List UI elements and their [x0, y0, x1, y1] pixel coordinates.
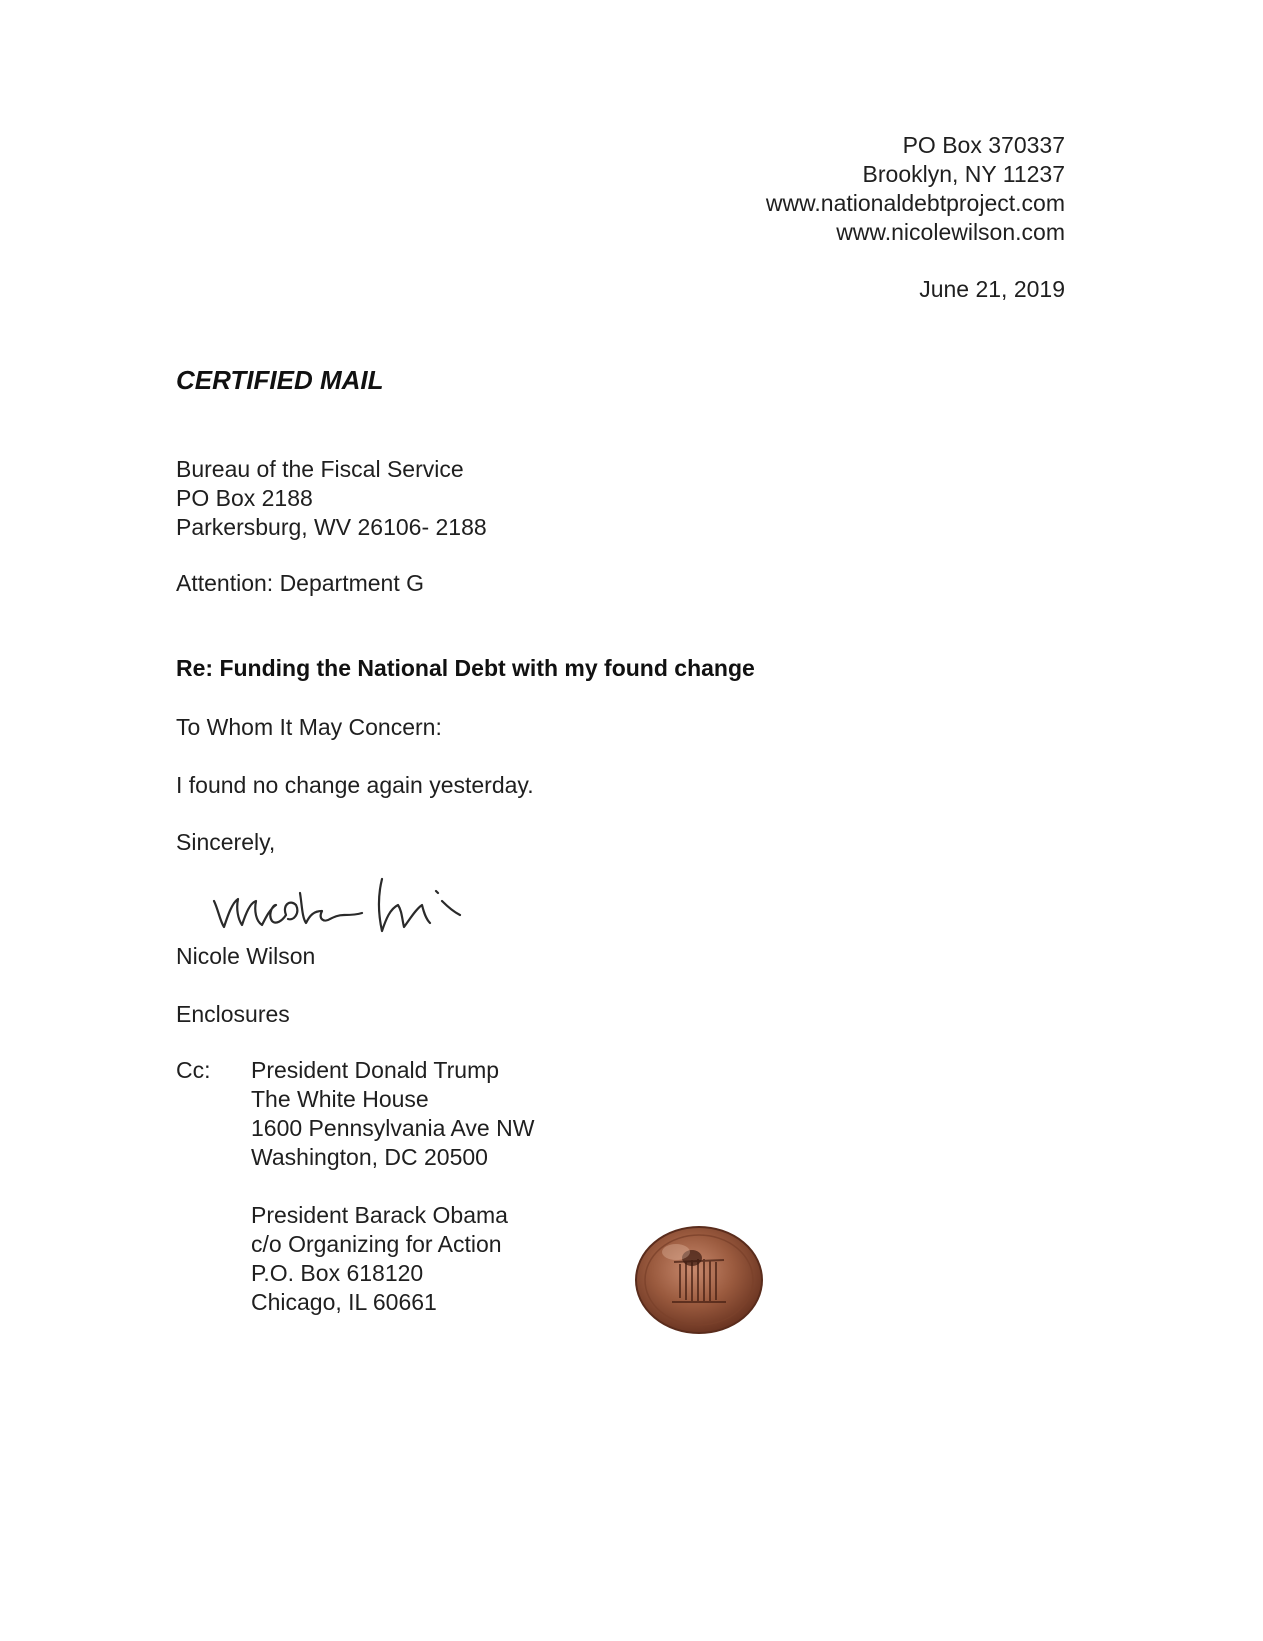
- cc-label: Cc:: [176, 1057, 211, 1083]
- cc-list: [251, 1056, 534, 1317]
- cc-address-line: President Donald Trump: [251, 1057, 500, 1083]
- cc-address-line: P.O. Box 618120: [251, 1260, 424, 1286]
- sender-address-line: Brooklyn, NY 11237: [862, 161, 1065, 187]
- salutation: To Whom It May Concern:: [176, 714, 442, 740]
- recipient-address-line: Parkersburg, WV 26106- 2188: [176, 514, 487, 540]
- signer-name: Nicole Wilson: [176, 943, 316, 969]
- sender-address-line: PO Box 370337: [902, 132, 1065, 158]
- cc-section: [176, 1056, 534, 1317]
- letter-body: I found no change again yesterday.: [176, 772, 534, 798]
- cc-address-line: Chicago, IL 60661: [251, 1289, 437, 1315]
- cc-entry: [251, 1056, 534, 1172]
- closing: Sincerely,: [176, 829, 276, 855]
- signature-icon: [210, 875, 480, 945]
- recipient-address-line: PO Box 2188: [176, 485, 313, 511]
- enclosures-note: Enclosures: [176, 1001, 290, 1027]
- sender-website-link: www.nationaldebtproject.com: [765, 190, 1065, 216]
- cc-address-line: c/o Organizing for Action: [251, 1231, 502, 1257]
- penny-coin-icon: [630, 1222, 768, 1338]
- recipient-address-line: Bureau of the Fiscal Service: [176, 456, 464, 482]
- delivery-method: CERTIFIED MAIL: [176, 365, 384, 395]
- cc-address-line: 1600 Pennsylvania Ave NW: [251, 1115, 535, 1141]
- subject-line: Re: Funding the National Debt with my found change: [176, 655, 755, 681]
- cc-address-line: Washington, DC 20500: [251, 1144, 488, 1170]
- sender-address: [766, 131, 1065, 247]
- cc-address-line: President Barack Obama: [251, 1202, 508, 1228]
- cc-address-line: The White House: [251, 1086, 429, 1112]
- sender-website-link: www.nicolewilson.com: [836, 219, 1065, 245]
- letter-date: June 21, 2019: [919, 276, 1065, 302]
- cc-entry: [251, 1201, 534, 1317]
- attention-line: Attention: Department G: [176, 570, 425, 596]
- recipient-address: [176, 455, 487, 542]
